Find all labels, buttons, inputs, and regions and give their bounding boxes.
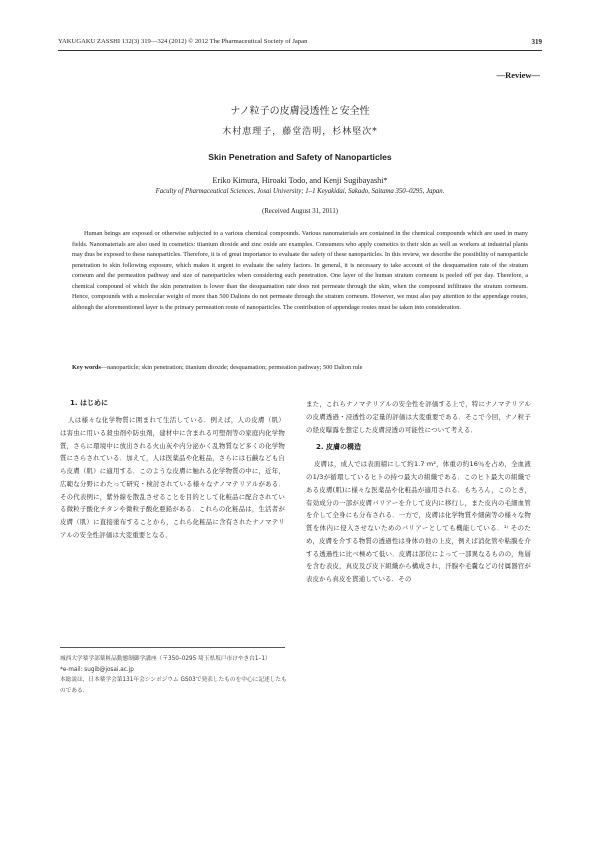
- running-head-text: YAKUGAKU ZASSHI 132(3) 319―324 (2012) © 2012 The Pharmaceutical Society of Japan: [58, 38, 308, 45]
- header-rule: [58, 50, 542, 51]
- footnote-rule: [60, 647, 285, 648]
- introduction-paragraph: 人は様々な化学物質に囲まれて生活している．例えば，人の皮膚（肌）は害虫に用いる殺虫剤や防虫剤，建材中に含まれる可塑剤等の家庭内化学物質，さらに環境中に放出される火山灰や内分泌かく乱物質など多くの化学物質にさらされている．加えて，人は医薬品や化粧品，さらには石鹸なども自ら皮膚（肌）に適用する．このような皮膚に触れる化学物質の中に，近年，広範な分野にわたって研究・検討されている様々なナノマテリアルがある．その代表例に，紫外線を散乱させることを目的として化粧品に配合されている微粒子酸化チタンや微粒子酸化亜鉛がある．これらの化粧品は，生活者が皮膚（肌）に直接塗布することから，これら化粧品に含有されたナノマテリアルの安全性評価は大変重要となる．: [60, 416, 285, 539]
- footnotes: [60, 654, 288, 696]
- section-heading-introduction: 1. はじめに: [70, 399, 108, 407]
- footnote-email: *e-mail: sugib@josai.ac.jp: [60, 666, 134, 673]
- footnote-symposium: 本総説は，日本薬学会第131年会シンポジウム GS03で発表したものを中心に記述したものである．: [60, 677, 287, 694]
- keywords-text: ―nanoparticle; skin penetration; titanium dioxide; desquamation; permeation pathway; 500 Dalton rule: [100, 364, 363, 371]
- title-english: Skin Penetration and Safety of Nanoparticles: [208, 152, 392, 162]
- section-label: ―Review―: [496, 70, 540, 80]
- running-header: [58, 38, 542, 46]
- keywords: [72, 364, 532, 371]
- abstract: Human beings are exposed or otherwise subjected to a various chemical compounds. Various nanomaterials are contained in the chemical compounds which are used in many fields. Nanomaterials are also used in cosmetics: titanium dioxide and zinc oxide are examples. Consumers who apply cosmetics to their skin as well as workers at industrial plants may thus be exposed to these nanoparticles. Therefore, it is of great importance to evaluate the safety of these nanoparticles. In this review, we describe the possibility of nanoparticle penetration to skin following exposure, which makes it urgent to evaluate the safety factors. In general, it is necessary to take account of the desquamation rate of the stratum corneum and the permeation pathway and size of nanoparticles when considering such penetration. One layer of the human stratum corneum is peeled off per day. Therefore, a chemical compound of which the skin penetration is lower than the desquamation rate does not permeate through the skin, when the compound infiltrates the stratum corneum. Hence, compounds with a molecular weight of more than 500 Daltons do not permeate through the stratum corneum. However, we must also pay attention to the appendage routes, although the aforementioned layer is the primary permeation route of nanoparticles. The contribution of appendage routes must be taken into consideration.: [72, 230, 528, 311]
- title-japanese: ナノ粒子の皮膚浸透性と安全性: [230, 106, 370, 117]
- section-heading-skin-structure: 2. 皮膚の構造: [316, 443, 361, 452]
- skin-structure-paragraph: 皮膚は，成人では表面積にして約1.7 m²，体重の約16％を占め，全血液の1/3が循環しているヒトの持つ最大の組織である．このヒト最大の組織である皮膚(肌)に様々な医薬品や化粧品が適用される．もちろん，このとき，有効成分の一部が皮膚バリアーを介して皮内に移行し，また皮内の毛細血管を介して全身にも分布される．一方で，皮膚は化学物質や細菌等の様々な物質を体内に侵入させないためのバリアーとしても機能している．¹⁾ そのため，皮膚を介する物質の透過性は身体の他の上皮，例えば消化管や粘膜を介する透過性に比べ極めて低い．皮膚は部位によって一部異なるものの，角層を含む表皮，真皮及び皮下組織から構成され，汗腺や毛嚢などの付属器官が表皮から真皮を貫通している．その: [306, 460, 531, 583]
- authors-english: Eriko Kimura, Hiroaki Todo, and Kenji Sugibayashi*: [212, 176, 388, 185]
- received-date: (Received August 31, 2011): [261, 208, 338, 215]
- left-column: [60, 398, 285, 542]
- footnote-affiliation: 城西大学薬学部薬粧品動態制御学講座（〒350–0295 埼玉県坂戸市けやき台1–1）: [60, 656, 271, 662]
- right-column: [306, 398, 531, 586]
- keywords-label: Key words: [72, 364, 101, 371]
- introduction-continued-paragraph: また，これらナノマテリアルの安全性を評価する上で，特にナノマテリアルの皮膚透過・浸透性の定量的評価は大変重要である．そこで今回，ナノ粒子の経皮曝露を想定した皮膚浸透の可能性について考える．: [306, 400, 531, 434]
- authors-japanese: 木村恵理子，藤堂浩明，杉林堅次*: [222, 127, 378, 137]
- page-number: 319: [531, 38, 542, 46]
- affiliation: Faculty of Pharmaceutical Sciences, Josai University; 1–1 Keyakidai, Sakado, Saitama 350–0295, Japan.: [155, 188, 445, 195]
